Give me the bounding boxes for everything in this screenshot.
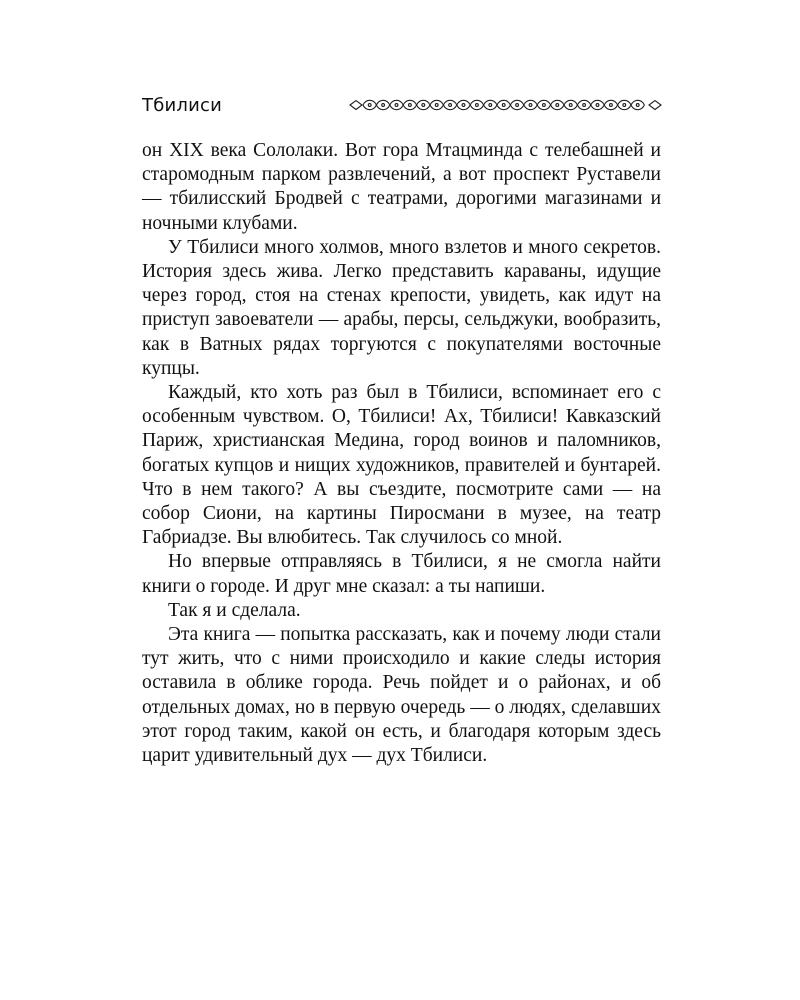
paragraph-4: Но впервые отправляясь в Тбилиси, я не смогла найти книги о городе. И друг мне сказал: а ты напиши. <box>142 551 661 597</box>
running-header <box>142 93 662 117</box>
paragraph-6: Эта книга — попытка рассказать, как и почему люди стали тут жить, что с ними происходило и какие следы история оставила в облике города. Речь пойдет и о районах, и об отдельных домах, но в первую очередь — о людях, сделавших этот город таким, какой он есть, и благодаря которым здесь царит удивительный дух — дух Тбилиси. <box>142 624 661 767</box>
paragraph-1: он XIX века Сололаки. Вот гора Мтацминда с телебашней и старомодным парком развлечений, а вот проспект Руставели — тбилисский Бродвей с театрами, дорогими магазинами и ночными клубами. <box>142 140 661 234</box>
paragraph-2: У Тбилиси много холмов, много взлетов и много секретов. История здесь жива. Легко представить караваны, идущие через город, стоя на стенах крепости, увидеть, как идут на приступ завоеватели — арабы, персы, сельджуки, вообразить, как в Ватных рядах торгуются с покупателями восточные купцы. <box>142 236 661 379</box>
decorative-ornament-border-icon <box>349 98 662 112</box>
paragraph-5: Так я и сделала. <box>168 599 301 621</box>
running-header-title: Тбилиси <box>142 94 222 116</box>
paragraph-3: Каждый, кто хоть раз был в Тбилиси, вспоминает его с особенным чувством. О, Тбилиси! Ах, Тбилиси! Кавказский Париж, христианская Медина, город воинов и паломников, богатых купцов и нищих художников, правителей и бунтарей. Что в нем такого? А вы съездите, посмотрите сами — на собор Сиони, на картины Пиросмани в музее, на театр Габриадзе. Вы влюбитесь. Так случилось со мной. <box>142 382 661 549</box>
body-text <box>142 139 661 768</box>
